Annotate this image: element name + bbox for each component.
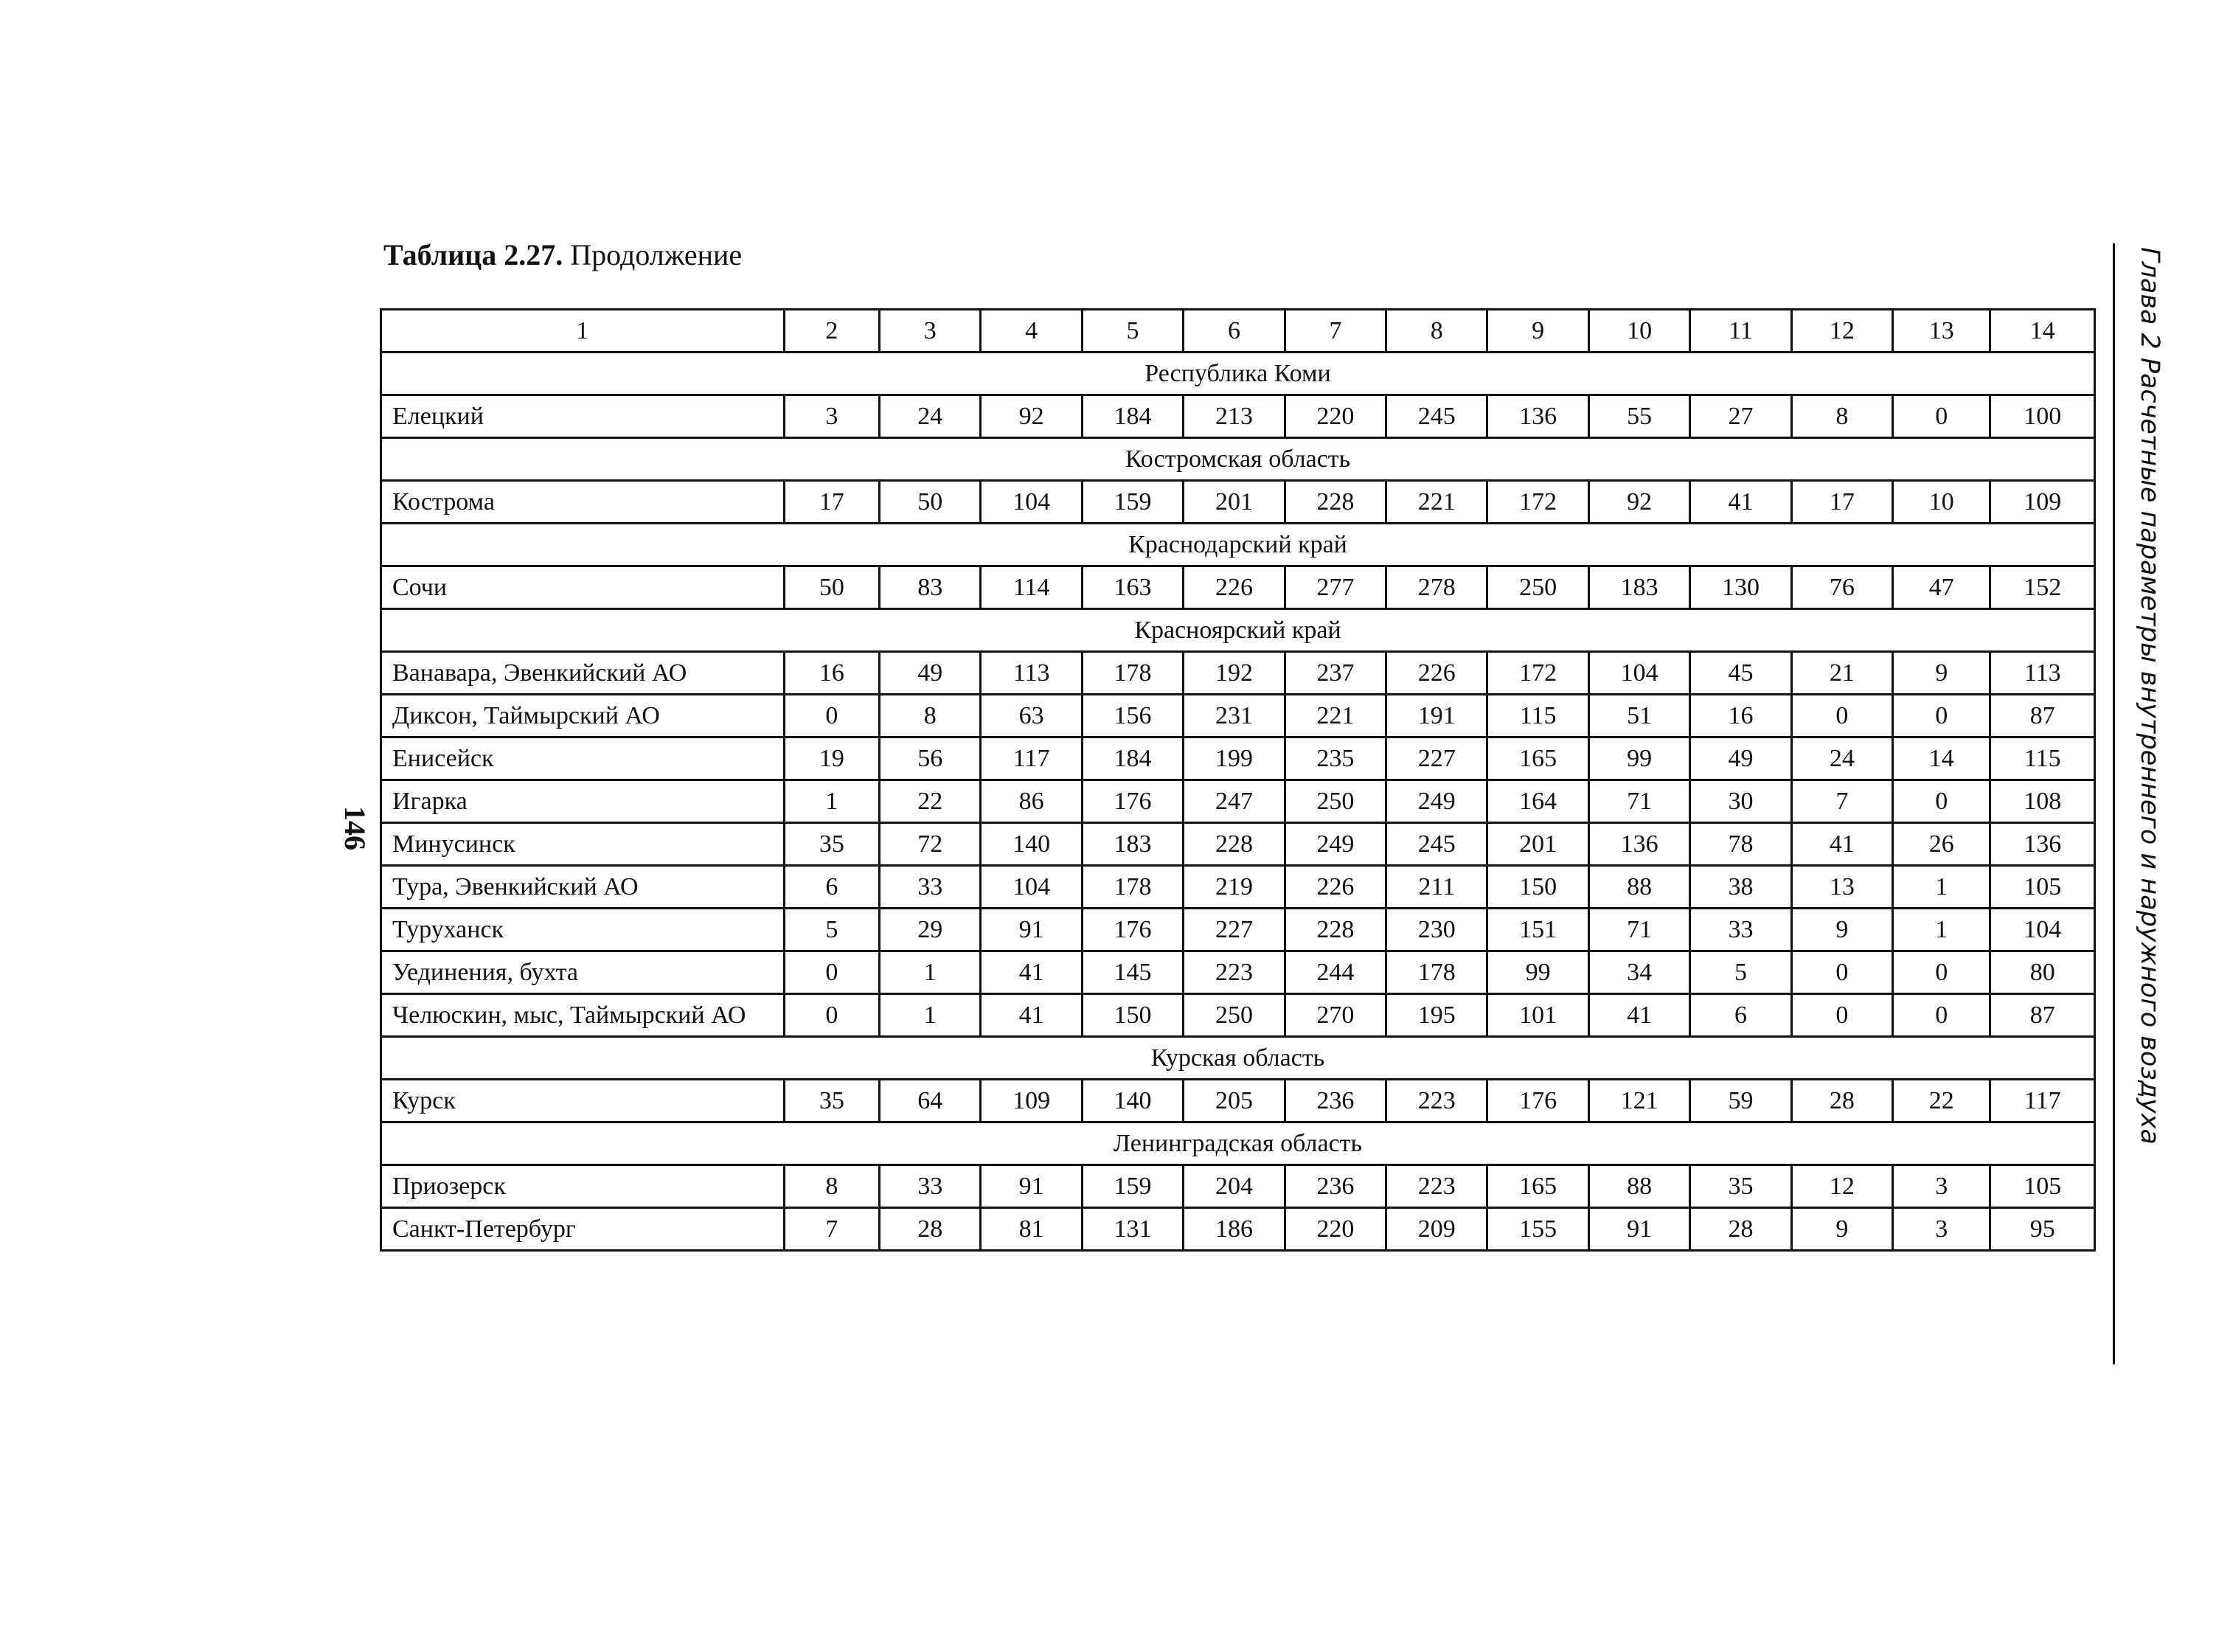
value-cell: 184 [1082, 738, 1183, 780]
value-cell: 6 [784, 866, 879, 909]
value-cell: 1 [880, 951, 981, 994]
value-cell: 236 [1285, 1080, 1386, 1122]
value-cell: 113 [1990, 652, 2095, 695]
value-cell: 191 [1386, 695, 1487, 738]
value-cell: 250 [1285, 780, 1386, 823]
header-cell: 10 [1588, 310, 1689, 353]
value-cell: 19 [784, 738, 879, 780]
value-cell: 17 [1791, 481, 1892, 524]
value-cell: 204 [1184, 1165, 1285, 1208]
value-cell: 150 [1487, 866, 1588, 909]
table-row [381, 652, 2095, 695]
value-cell: 88 [1588, 866, 1689, 909]
value-cell: 221 [1386, 481, 1487, 524]
value-cell: 205 [1184, 1080, 1285, 1122]
header-cell: 12 [1791, 310, 1892, 353]
value-cell: 30 [1690, 780, 1791, 823]
value-cell: 236 [1285, 1165, 1386, 1208]
value-cell: 28 [1690, 1208, 1791, 1251]
value-cell: 226 [1184, 566, 1285, 609]
value-cell: 228 [1285, 481, 1386, 524]
header-cell: 13 [1893, 310, 1990, 353]
value-cell: 136 [1487, 395, 1588, 438]
value-cell: 41 [1690, 481, 1791, 524]
value-cell: 22 [880, 780, 981, 823]
value-cell: 24 [1791, 738, 1892, 780]
value-cell: 220 [1285, 395, 1386, 438]
value-cell: 0 [784, 951, 879, 994]
value-cell: 1 [1893, 909, 1990, 951]
value-cell: 278 [1386, 566, 1487, 609]
value-cell: 115 [1487, 695, 1588, 738]
region-row [381, 609, 2095, 652]
station-name: Елецкий [381, 395, 785, 438]
region-title: Республика Коми [381, 353, 2095, 395]
value-cell: 117 [1990, 1080, 2095, 1122]
value-cell: 100 [1990, 395, 2095, 438]
header-cell: 6 [1184, 310, 1285, 353]
value-cell: 104 [1588, 652, 1689, 695]
table-row [381, 780, 2095, 823]
value-cell: 209 [1386, 1208, 1487, 1251]
region-row [381, 438, 2095, 481]
value-cell: 163 [1082, 566, 1183, 609]
value-cell: 0 [784, 994, 879, 1037]
value-cell: 0 [1791, 994, 1892, 1037]
value-cell: 87 [1990, 994, 2095, 1037]
station-name: Минусинск [381, 823, 785, 866]
value-cell: 223 [1386, 1080, 1487, 1122]
value-cell: 237 [1285, 652, 1386, 695]
value-cell: 270 [1285, 994, 1386, 1037]
station-name: Тура, Эвенкийский АО [381, 866, 785, 909]
value-cell: 16 [1690, 695, 1791, 738]
value-cell: 7 [784, 1208, 879, 1251]
table-body [381, 310, 2095, 1251]
value-cell: 186 [1184, 1208, 1285, 1251]
value-cell: 76 [1791, 566, 1892, 609]
value-cell: 51 [1588, 695, 1689, 738]
value-cell: 9 [1893, 652, 1990, 695]
table-row [381, 395, 2095, 438]
region-row [381, 1037, 2095, 1080]
header-row [381, 310, 2095, 353]
value-cell: 34 [1588, 951, 1689, 994]
table-caption-label: Таблица 2.27. [383, 238, 563, 271]
value-cell: 92 [1588, 481, 1689, 524]
value-cell: 41 [981, 994, 1082, 1037]
value-cell: 6 [1690, 994, 1791, 1037]
page-number: 146 [338, 806, 372, 850]
value-cell: 59 [1690, 1080, 1791, 1122]
value-cell: 33 [880, 1165, 981, 1208]
value-cell: 140 [1082, 1080, 1183, 1122]
value-cell: 178 [1082, 866, 1183, 909]
value-cell: 9 [1791, 909, 1892, 951]
value-cell: 8 [880, 695, 981, 738]
value-cell: 99 [1588, 738, 1689, 780]
value-cell: 38 [1690, 866, 1791, 909]
value-cell: 156 [1082, 695, 1183, 738]
value-cell: 221 [1285, 695, 1386, 738]
value-cell: 47 [1893, 566, 1990, 609]
value-cell: 226 [1386, 652, 1487, 695]
header-cell: 2 [784, 310, 879, 353]
value-cell: 249 [1285, 823, 1386, 866]
header-cell: 8 [1386, 310, 1487, 353]
station-name: Диксон, Таймырский АО [381, 695, 785, 738]
value-cell: 8 [784, 1165, 879, 1208]
value-cell: 172 [1487, 652, 1588, 695]
value-cell: 14 [1893, 738, 1990, 780]
region-title: Ленинградская область [381, 1122, 2095, 1165]
value-cell: 50 [784, 566, 879, 609]
value-cell: 105 [1990, 866, 2095, 909]
value-cell: 130 [1690, 566, 1791, 609]
value-cell: 10 [1893, 481, 1990, 524]
value-cell: 83 [880, 566, 981, 609]
value-cell: 29 [880, 909, 981, 951]
value-cell: 5 [1690, 951, 1791, 994]
value-cell: 178 [1386, 951, 1487, 994]
station-name: Приозерск [381, 1165, 785, 1208]
value-cell: 195 [1386, 994, 1487, 1037]
value-cell: 55 [1588, 395, 1689, 438]
value-cell: 8 [1791, 395, 1892, 438]
value-cell: 104 [981, 481, 1082, 524]
value-cell: 164 [1487, 780, 1588, 823]
table-caption [383, 237, 742, 272]
value-cell: 27 [1690, 395, 1791, 438]
region-row [381, 1122, 2095, 1165]
value-cell: 245 [1386, 395, 1487, 438]
value-cell: 201 [1487, 823, 1588, 866]
station-name: Ванавара, Эвенкийский АО [381, 652, 785, 695]
value-cell: 235 [1285, 738, 1386, 780]
value-cell: 230 [1386, 909, 1487, 951]
value-cell: 1 [1893, 866, 1990, 909]
value-cell: 7 [1791, 780, 1892, 823]
value-cell: 35 [784, 1080, 879, 1122]
value-cell: 88 [1588, 1165, 1689, 1208]
value-cell: 199 [1184, 738, 1285, 780]
running-head: Глава 2 Расчетные параметры внутреннего и наружного воздуха [2135, 247, 2164, 1145]
value-cell: 35 [784, 823, 879, 866]
value-cell: 109 [981, 1080, 1082, 1122]
value-cell: 231 [1184, 695, 1285, 738]
value-cell: 121 [1588, 1080, 1689, 1122]
value-cell: 244 [1285, 951, 1386, 994]
value-cell: 78 [1690, 823, 1791, 866]
value-cell: 3 [784, 395, 879, 438]
region-title: Костромская область [381, 438, 2095, 481]
value-cell: 5 [784, 909, 879, 951]
table-row [381, 909, 2095, 951]
value-cell: 71 [1588, 909, 1689, 951]
region-row [381, 524, 2095, 566]
value-cell: 72 [880, 823, 981, 866]
table-row [381, 481, 2095, 524]
station-name: Кострома [381, 481, 785, 524]
region-row [381, 353, 2095, 395]
value-cell: 81 [981, 1208, 1082, 1251]
value-cell: 228 [1184, 823, 1285, 866]
value-cell: 176 [1082, 780, 1183, 823]
value-cell: 71 [1588, 780, 1689, 823]
station-name: Уединения, бухта [381, 951, 785, 994]
value-cell: 250 [1184, 994, 1285, 1037]
value-cell: 9 [1791, 1208, 1892, 1251]
header-cell: 4 [981, 310, 1082, 353]
value-cell: 150 [1082, 994, 1183, 1037]
header-cell: 14 [1990, 310, 2095, 353]
value-cell: 220 [1285, 1208, 1386, 1251]
running-head-rule [2113, 243, 2115, 1364]
value-cell: 105 [1990, 1165, 2095, 1208]
value-cell: 104 [1990, 909, 2095, 951]
table-row [381, 566, 2095, 609]
value-cell: 223 [1184, 951, 1285, 994]
value-cell: 63 [981, 695, 1082, 738]
value-cell: 184 [1082, 395, 1183, 438]
value-cell: 49 [1690, 738, 1791, 780]
value-cell: 64 [880, 1080, 981, 1122]
value-cell: 1 [784, 780, 879, 823]
value-cell: 151 [1487, 909, 1588, 951]
value-cell: 0 [1893, 395, 1990, 438]
value-cell: 159 [1082, 1165, 1183, 1208]
header-cell: 1 [381, 310, 785, 353]
value-cell: 109 [1990, 481, 2095, 524]
value-cell: 56 [880, 738, 981, 780]
value-cell: 178 [1082, 652, 1183, 695]
value-cell: 152 [1990, 566, 2095, 609]
value-cell: 131 [1082, 1208, 1183, 1251]
value-cell: 145 [1082, 951, 1183, 994]
value-cell: 87 [1990, 695, 2095, 738]
value-cell: 0 [1893, 994, 1990, 1037]
header-cell: 7 [1285, 310, 1386, 353]
value-cell: 114 [981, 566, 1082, 609]
value-cell: 104 [981, 866, 1082, 909]
value-cell: 113 [981, 652, 1082, 695]
table-row [381, 866, 2095, 909]
header-cell: 5 [1082, 310, 1183, 353]
value-cell: 49 [880, 652, 981, 695]
value-cell: 28 [1791, 1080, 1892, 1122]
value-cell: 192 [1184, 652, 1285, 695]
value-cell: 99 [1487, 951, 1588, 994]
value-cell: 155 [1487, 1208, 1588, 1251]
value-cell: 108 [1990, 780, 2095, 823]
region-title: Краснодарский край [381, 524, 2095, 566]
value-cell: 211 [1386, 866, 1487, 909]
value-cell: 250 [1487, 566, 1588, 609]
value-cell: 0 [1893, 951, 1990, 994]
value-cell: 136 [1588, 823, 1689, 866]
station-name: Курск [381, 1080, 785, 1122]
header-cell: 3 [880, 310, 981, 353]
value-cell: 35 [1690, 1165, 1791, 1208]
value-cell: 159 [1082, 481, 1183, 524]
value-cell: 165 [1487, 1165, 1588, 1208]
value-cell: 26 [1893, 823, 1990, 866]
value-cell: 101 [1487, 994, 1588, 1037]
value-cell: 86 [981, 780, 1082, 823]
value-cell: 21 [1791, 652, 1892, 695]
value-cell: 22 [1893, 1080, 1990, 1122]
value-cell: 12 [1791, 1165, 1892, 1208]
table-row [381, 1080, 2095, 1122]
value-cell: 176 [1082, 909, 1183, 951]
value-cell: 41 [1588, 994, 1689, 1037]
value-cell: 249 [1386, 780, 1487, 823]
value-cell: 91 [981, 909, 1082, 951]
table-row [381, 994, 2095, 1037]
region-title: Красноярский край [381, 609, 2095, 652]
value-cell: 17 [784, 481, 879, 524]
value-cell: 176 [1487, 1080, 1588, 1122]
value-cell: 92 [981, 395, 1082, 438]
value-cell: 3 [1893, 1208, 1990, 1251]
value-cell: 0 [1893, 695, 1990, 738]
table-row [381, 1165, 2095, 1208]
value-cell: 50 [880, 481, 981, 524]
region-title: Курская область [381, 1037, 2095, 1080]
value-cell: 136 [1990, 823, 2095, 866]
table-row [381, 1208, 2095, 1251]
value-cell: 245 [1386, 823, 1487, 866]
value-cell: 95 [1990, 1208, 2095, 1251]
value-cell: 227 [1386, 738, 1487, 780]
value-cell: 0 [1791, 951, 1892, 994]
value-cell: 219 [1184, 866, 1285, 909]
value-cell: 41 [981, 951, 1082, 994]
value-cell: 117 [981, 738, 1082, 780]
value-cell: 183 [1082, 823, 1183, 866]
table-row [381, 951, 2095, 994]
value-cell: 172 [1487, 481, 1588, 524]
station-name: Енисейск [381, 738, 785, 780]
value-cell: 16 [784, 652, 879, 695]
value-cell: 3 [1893, 1165, 1990, 1208]
value-cell: 45 [1690, 652, 1791, 695]
value-cell: 91 [981, 1165, 1082, 1208]
station-name: Сочи [381, 566, 785, 609]
value-cell: 13 [1791, 866, 1892, 909]
station-name: Челюскин, мыс, Таймырский АО [381, 994, 785, 1037]
value-cell: 0 [784, 695, 879, 738]
value-cell: 0 [1791, 695, 1892, 738]
table-caption-rest: Продолжение [570, 238, 743, 271]
value-cell: 33 [1690, 909, 1791, 951]
data-table [380, 308, 2096, 1252]
header-cell: 11 [1690, 310, 1791, 353]
station-name: Санкт-Петербург [381, 1208, 785, 1251]
value-cell: 33 [880, 866, 981, 909]
value-cell: 24 [880, 395, 981, 438]
value-cell: 223 [1386, 1165, 1487, 1208]
value-cell: 80 [1990, 951, 2095, 994]
table-row [381, 695, 2095, 738]
value-cell: 140 [981, 823, 1082, 866]
table-row [381, 738, 2095, 780]
value-cell: 1 [880, 994, 981, 1037]
table-row [381, 823, 2095, 866]
value-cell: 91 [1588, 1208, 1689, 1251]
value-cell: 165 [1487, 738, 1588, 780]
value-cell: 0 [1893, 780, 1990, 823]
value-cell: 226 [1285, 866, 1386, 909]
value-cell: 227 [1184, 909, 1285, 951]
value-cell: 247 [1184, 780, 1285, 823]
value-cell: 183 [1588, 566, 1689, 609]
value-cell: 115 [1990, 738, 2095, 780]
header-cell: 9 [1487, 310, 1588, 353]
station-name: Туруханск [381, 909, 785, 951]
value-cell: 277 [1285, 566, 1386, 609]
value-cell: 28 [880, 1208, 981, 1251]
station-name: Игарка [381, 780, 785, 823]
value-cell: 213 [1184, 395, 1285, 438]
value-cell: 228 [1285, 909, 1386, 951]
value-cell: 201 [1184, 481, 1285, 524]
value-cell: 41 [1791, 823, 1892, 866]
